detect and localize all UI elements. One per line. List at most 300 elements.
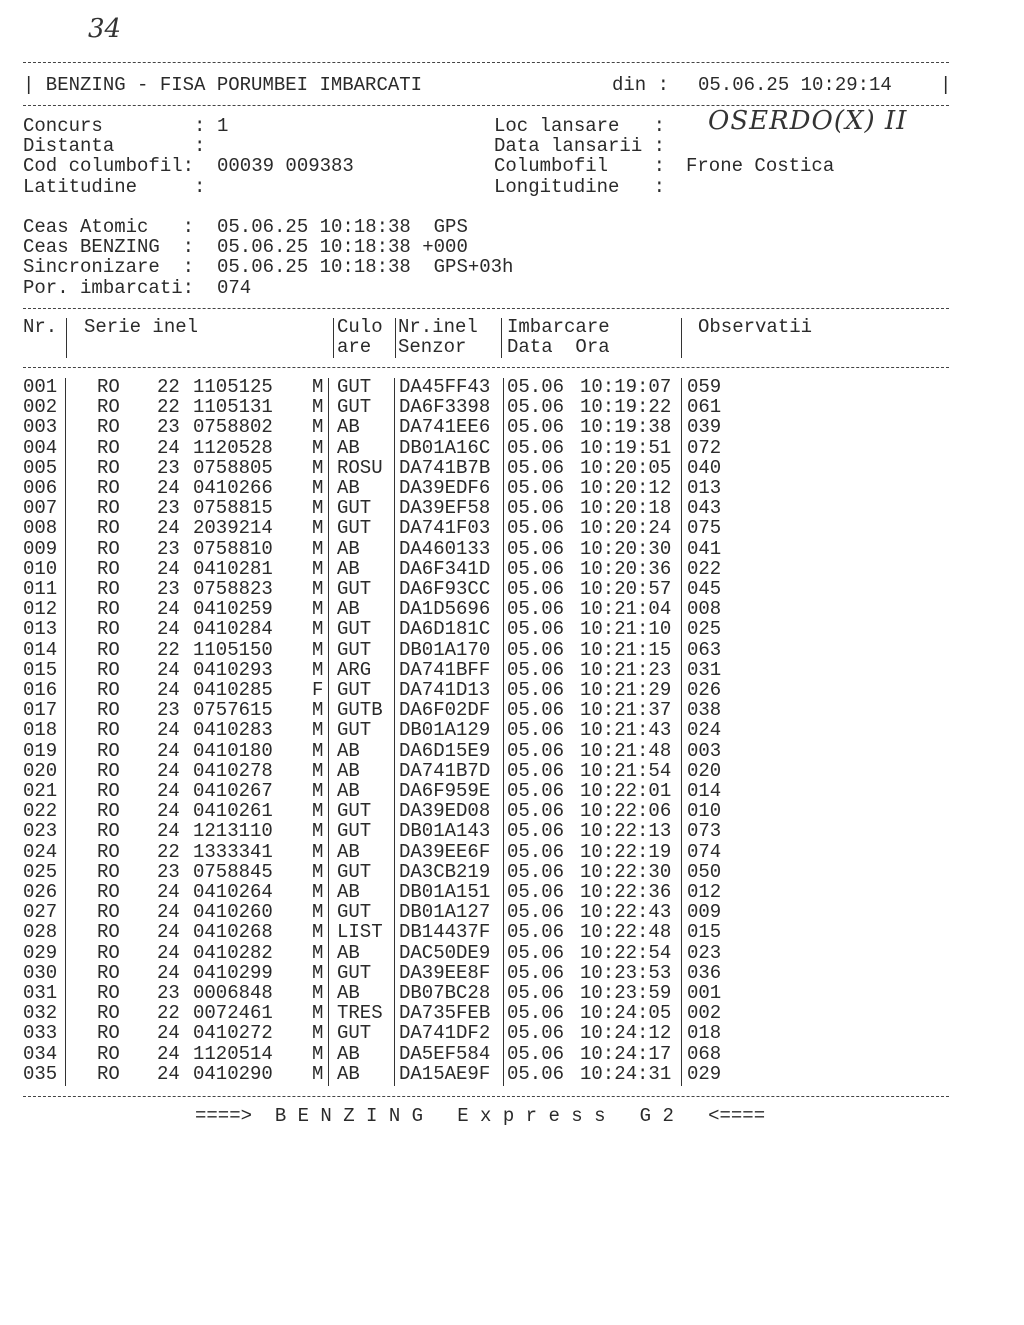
boarding-time: 10:19:22 [580,396,672,419]
boarding-date: 05.06 [507,1042,565,1065]
color: GUT [337,961,372,984]
color: GUT [337,800,372,823]
field-label: Cod columbofil: [23,155,195,178]
ring-country: RO [97,537,120,560]
divider [23,308,949,309]
table-row [0,1023,1024,1043]
col-header-data-ora: Data Ora [507,336,610,358]
row-number: 015 [23,658,58,681]
observation: 010 [687,800,722,823]
ring-year: 24 [157,557,180,580]
ring-number: 0410260 [193,901,273,924]
ring-country: RO [97,881,120,903]
ring-country: RO [97,1022,120,1045]
observation: 031 [687,658,722,681]
sensor-id: DA39EE6F [399,840,491,863]
ring-year: 24 [157,598,180,621]
ring-year: 23 [157,578,180,600]
handwritten-page-number: 34 [88,14,122,44]
ring-number: 0410268 [193,921,273,944]
boarding-date: 05.06 [507,759,565,782]
ring-year: 24 [157,477,180,499]
boarding-time: 10:22:01 [580,780,672,802]
row-number: 005 [23,456,58,479]
ring-number: 0072461 [193,1002,273,1025]
sensor-id: DA6F02DF [399,699,491,722]
ring-year: 24 [157,780,180,802]
boarding-time: 10:19:07 [580,376,672,398]
sensor-id: DB01A129 [399,719,491,742]
sex: M [312,557,324,580]
ring-number: 0758823 [193,578,273,600]
ring-number: 0758802 [193,416,273,439]
column-separator [501,318,502,358]
boarding-date: 05.06 [507,376,565,398]
ring-country: RO [97,941,120,964]
row-number: 035 [23,1062,58,1085]
sensor-id: DA39ED08 [399,800,491,823]
boarding-time: 10:20:30 [580,537,672,560]
sex: M [312,618,324,641]
ring-year: 22 [157,638,180,661]
clock-value: 05.06.25 10:18:38 GPS [217,216,468,238]
observation: 040 [687,456,722,479]
sensor-id: DA741DF2 [399,1022,491,1045]
color: GUT [337,396,372,419]
ring-year: 24 [157,1022,180,1045]
ring-year: 24 [157,679,180,701]
boarding-time: 10:22:19 [580,840,672,863]
boarding-date: 05.06 [507,557,565,580]
boarding-date: 05.06 [507,1062,565,1085]
boarding-time: 10:23:53 [580,961,672,984]
ring-country: RO [97,679,120,701]
ring-country: RO [97,598,120,621]
sensor-id: DA6D15E9 [399,739,491,762]
ring-number: 0410285 [193,679,273,701]
row-number: 029 [23,941,58,964]
color: GUT [337,901,372,924]
ring-number: 0410284 [193,618,273,641]
ring-number: 0410282 [193,941,273,964]
col-header-senzor: Senzor [398,336,467,358]
divider [23,367,949,368]
color: GUT [337,860,372,883]
ring-year: 24 [157,436,180,459]
ring-year: 24 [157,719,180,742]
observation: 014 [687,780,722,802]
row-number: 007 [23,497,58,520]
boarding-time: 10:21:43 [580,719,672,742]
observation: 002 [687,1002,722,1025]
color: GUT [337,820,372,843]
row-number: 019 [23,739,58,762]
ring-number: 0758815 [193,497,273,520]
boarding-date: 05.06 [507,820,565,843]
observation: 001 [687,982,722,1004]
ring-year: 23 [157,860,180,883]
boarding-time: 10:21:54 [580,759,672,782]
sex: M [312,860,324,883]
boarding-time: 10:19:51 [580,436,672,459]
ring-country: RO [97,800,120,823]
boarding-time: 10:21:23 [580,658,672,681]
sex: M [312,537,324,560]
sensor-id: DA741B7D [399,759,491,782]
ring-year: 24 [157,759,180,782]
sensor-id: DA39EDF6 [399,477,491,499]
color: LIST [337,921,383,944]
ring-country: RO [97,618,120,641]
color: GUT [337,517,372,540]
color: GUT [337,638,372,661]
boarding-date: 05.06 [507,1022,565,1045]
ring-country: RO [97,517,120,540]
ring-year: 22 [157,376,180,398]
row-number: 023 [23,820,58,843]
boarding-time: 10:20:05 [580,456,672,479]
row-number: 031 [23,982,58,1004]
col-header-culoare: Culo [337,316,383,338]
color: AB [337,759,360,782]
ring-number: 0410299 [193,961,273,984]
observation: 020 [687,759,722,782]
ring-country: RO [97,739,120,762]
boarding-time: 10:21:10 [580,618,672,641]
ring-year: 24 [157,820,180,843]
sensor-id: DA39EF58 [399,497,491,520]
boarding-date: 05.06 [507,537,565,560]
document-title: | BENZING - FISA PORUMBEI IMBARCATI [23,74,423,96]
sex: M [312,699,324,722]
sex: M [312,840,324,863]
boarding-date: 05.06 [507,719,565,742]
sensor-id: DA460133 [399,537,491,560]
observation: 050 [687,860,722,883]
ring-number: 0410272 [193,1022,273,1045]
boarding-time: 10:24:05 [580,1002,672,1025]
sensor-id: DA6D181C [399,618,491,641]
table-row [0,640,1024,660]
observation: 024 [687,719,722,742]
sex: M [312,719,324,742]
boarding-time: 10:22:36 [580,881,672,903]
sex: M [312,739,324,762]
table-row [0,801,1024,821]
sensor-id: DA45FF43 [399,376,491,398]
table-row [0,983,1024,1003]
sensor-id: DA1D5696 [399,598,491,621]
table-row [0,599,1024,619]
boarding-date: 05.06 [507,517,565,540]
table-row [0,720,1024,740]
ring-number: 0006848 [193,982,273,1004]
observation: 003 [687,739,722,762]
title-border: | [940,74,952,96]
sex: M [312,1002,324,1025]
ring-number: 0758805 [193,456,273,479]
ring-year: 24 [157,881,180,903]
boarding-date: 05.06 [507,921,565,944]
ring-number: 0410290 [193,1062,273,1085]
table-row [0,619,1024,639]
table-row [0,680,1024,700]
row-number: 027 [23,901,58,924]
table-row [0,761,1024,781]
field-label: Latitudine : [23,175,206,198]
boarding-date: 05.06 [507,961,565,984]
table-row [0,1044,1024,1064]
field-label: Longitudine : [494,175,666,198]
ring-country: RO [97,376,120,398]
sex: M [312,759,324,782]
row-number: 018 [23,719,58,742]
color: AB [337,881,360,903]
table-row [0,458,1024,478]
row-number: 024 [23,840,58,863]
ring-year: 23 [157,982,180,1004]
column-separator [395,318,396,358]
ring-country: RO [97,982,120,1004]
boarding-date: 05.06 [507,881,565,903]
color: AB [337,840,360,863]
sensor-id: DA6F341D [399,557,491,580]
observation: 018 [687,1022,722,1045]
table-row [0,397,1024,417]
boarding-time: 10:22:43 [580,901,672,924]
sensor-id: DB14437F [399,921,491,944]
clock-value: 05.06.25 10:18:38 +000 [217,236,468,259]
sensor-id: DA39EE8F [399,961,491,984]
color: GUT [337,376,372,398]
boarding-time: 10:22:06 [580,800,672,823]
sensor-id: DB01A127 [399,901,491,924]
observation: 015 [687,921,722,944]
footer-banner: ====> B E N Z I N G E x p r e s s G 2 <==== [195,1105,766,1127]
boarding-date: 05.06 [507,800,565,823]
color: ARG [337,658,372,681]
ring-country: RO [97,759,120,782]
ring-country: RO [97,719,120,742]
sensor-id: DB01A143 [399,820,491,843]
color: GUT [337,618,372,641]
ring-country: RO [97,578,120,600]
sensor-id: DA735FEB [399,1002,491,1025]
boarding-date: 05.06 [507,679,565,701]
clock-value: 05.06.25 10:18:38 GPS+03h [217,256,514,279]
sex: M [312,800,324,823]
ring-number: 1213110 [193,820,273,843]
table-row [0,377,1024,397]
ring-number: 0410267 [193,780,273,802]
field-label: Concurs : [23,115,206,137]
boarding-time: 10:23:59 [580,982,672,1004]
field-label: Distanta : [23,135,206,158]
row-number: 002 [23,396,58,419]
color: GUT [337,719,372,742]
color: GUT [337,1022,372,1045]
boarding-time: 10:21:37 [580,699,672,722]
sensor-id: DA3CB219 [399,860,491,883]
boarding-time: 10:22:30 [580,860,672,883]
color: AB [337,436,360,459]
column-separator [681,318,682,358]
ring-number: 0410283 [193,719,273,742]
observation: 059 [687,376,722,398]
boarding-time: 10:21:29 [580,679,672,701]
row-number: 028 [23,921,58,944]
table-row [0,478,1024,498]
color: AB [337,739,360,762]
clock-label: Ceas BENZING : [23,236,195,259]
ring-number: 0410261 [193,800,273,823]
sex: M [312,820,324,843]
boarding-time: 10:24:12 [580,1022,672,1045]
ring-number: 0758810 [193,537,273,560]
table-row [0,902,1024,922]
boarding-date: 05.06 [507,456,565,479]
table-row [0,518,1024,538]
boarding-date: 05.06 [507,941,565,964]
table-row [0,963,1024,983]
color: GUT [337,679,372,701]
column-separator [333,318,334,358]
boarding-time: 10:24:17 [580,1042,672,1065]
boarding-date: 05.06 [507,739,565,762]
observation: 036 [687,961,722,984]
color: AB [337,941,360,964]
row-number: 008 [23,517,58,540]
column-separator [66,318,67,358]
ring-number: 0758845 [193,860,273,883]
boarding-time: 10:21:04 [580,598,672,621]
color: ROSU [337,456,383,479]
table-row [0,1003,1024,1023]
col-header-serie-inel: Serie inel [84,316,199,338]
boarding-date: 05.06 [507,598,565,621]
ring-country: RO [97,1062,120,1085]
table-row [0,862,1024,882]
field-label: Loc lansare : [494,115,666,137]
sensor-id: DB01A151 [399,881,491,903]
sex: M [312,456,324,479]
row-number: 032 [23,1002,58,1025]
color: GUT [337,497,372,520]
col-header-culoare-2: are [337,336,372,358]
ring-number: 1120528 [193,436,273,459]
divider [23,105,949,106]
sex: M [312,1062,324,1085]
sensor-id: DB01A16C [399,436,491,459]
row-number: 014 [23,638,58,661]
ring-year: 24 [157,658,180,681]
row-number: 020 [23,759,58,782]
sex: M [312,941,324,964]
ring-number: 0410264 [193,881,273,903]
table-row [0,498,1024,518]
boarding-time: 10:22:54 [580,941,672,964]
sex: M [312,901,324,924]
ring-year: 24 [157,921,180,944]
observation: 074 [687,840,722,863]
ring-year: 24 [157,901,180,924]
boarding-time: 10:19:38 [580,416,672,439]
sex: M [312,578,324,600]
observation: 038 [687,699,722,722]
sex: M [312,477,324,499]
color: AB [337,477,360,499]
boarding-time: 10:24:31 [580,1062,672,1085]
row-number: 001 [23,376,58,398]
boarding-date: 05.06 [507,1002,565,1025]
ring-number: 0410278 [193,759,273,782]
boarding-time: 10:22:13 [580,820,672,843]
printed-at-label: din : [612,74,670,96]
sensor-id: DA741EE6 [399,416,491,439]
divider [23,1096,949,1097]
col-header-imbarcare: Imbarcare [507,316,610,338]
table-row [0,741,1024,761]
row-number: 010 [23,557,58,580]
sensor-id: DA6F959E [399,780,491,802]
boarding-date: 05.06 [507,497,565,520]
ring-country: RO [97,497,120,520]
sex: M [312,436,324,459]
boarding-time: 10:20:24 [580,517,672,540]
ring-number: 0410259 [193,598,273,621]
boarding-time: 10:20:57 [580,578,672,600]
color: GUT [337,578,372,600]
sex: M [312,638,324,661]
clock-label: Por. imbarcati: [23,276,195,299]
row-number: 004 [23,436,58,459]
ring-country: RO [97,557,120,580]
field-value: 1 [217,115,229,137]
row-number: 013 [23,618,58,641]
boarding-date: 05.06 [507,982,565,1004]
sensor-id: DA741B7B [399,456,491,479]
ring-year: 24 [157,800,180,823]
sensor-id: DA6F93CC [399,578,491,600]
ring-year: 22 [157,1002,180,1025]
ring-number: 0410266 [193,477,273,499]
ring-year: 23 [157,497,180,520]
color: AB [337,598,360,621]
boarding-date: 05.06 [507,860,565,883]
boarding-date: 05.06 [507,699,565,722]
ring-year: 24 [157,517,180,540]
color: AB [337,982,360,1004]
boarding-date: 05.06 [507,578,565,600]
ring-country: RO [97,699,120,722]
ring-year: 23 [157,416,180,439]
ring-year: 24 [157,1062,180,1085]
row-number: 025 [23,860,58,883]
ring-number: 1105125 [193,376,273,398]
sex: M [312,921,324,944]
sensor-id: DA741F03 [399,517,491,540]
observation: 073 [687,820,722,843]
table-row [0,660,1024,680]
col-header-observatii: Observatii [698,316,813,338]
row-number: 017 [23,699,58,722]
boarding-date: 05.06 [507,396,565,419]
sensor-id: DAC50DE9 [399,941,491,964]
sensor-id: DA741D13 [399,679,491,701]
color: AB [337,557,360,580]
color: AB [337,416,360,439]
ring-year: 23 [157,699,180,722]
